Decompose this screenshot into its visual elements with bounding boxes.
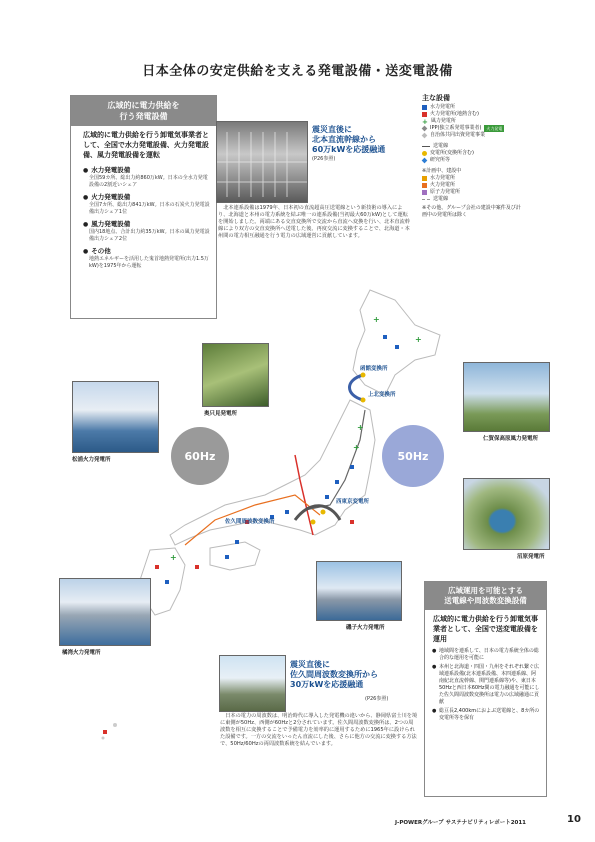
- tachibana-photo: [59, 578, 151, 646]
- planned-thermal-icon: [422, 183, 427, 188]
- svg-text:+: +: [373, 315, 380, 324]
- top-callout-title: 震災直後に 北本直流幹線から 60万kWを応援融通: [312, 125, 386, 154]
- hz-50-label: 50Hz: [397, 449, 429, 463]
- legend-item: + 風力発電所: [422, 117, 456, 126]
- top-callout-body: 北本連系設備は1979年、日本初の直流超高圧送電線という新技術の導入により、北海道と本州の電力系統を結ぶ唯一の連系設備(当初最大60万kW)として運転を開始しました。両端にある交直変換所で交流から直流へ変換を行い、北本直流幹線により双方の交直変換所へ送電した後、再度交流に変換することで、北海道・本州間の電力相互融通を行う電力の広域運営に貢献しています。: [218, 205, 410, 239]
- bottom-callout-body: 日本の電力の周波数は、明治時代に導入した発電機の違いから、静岡県富士川を境に東側が50Hz、西側が60Hzと2分されています。佐久間周波数変換所は、2つの周波数を相互に変換することで予備電力を効率的に運用するために1965年に設けられた設備です。一方の交流をいったん直流にした後、さらに他方の交流に変換する方法で、50Hz/60Hzの両周波数系統を結んでいます。: [220, 713, 418, 747]
- box-bullet: ● 地域間を連系して、日本の電力系統全体の総合的な運用を可能に: [425, 646, 546, 662]
- legend-item: 水力発電所: [422, 175, 532, 182]
- section-title-thermal: ● 火力発電設備: [71, 189, 216, 201]
- section-desc-wind: 国内18地点、合計出力約35万kW。日本の風力発電設備出力シェア2位: [89, 229, 210, 242]
- section-desc-thermal: 全国7カ所、総出力841万kW。日本の石炭火力発電設備出力シェア1位: [89, 202, 210, 215]
- converter-hall-illustration: [217, 122, 307, 202]
- hokkaido-shape: [353, 290, 440, 395]
- legend-item: 自治体共同出資発電事業: [422, 132, 532, 139]
- box-header: 広域運用を可能とする 送電線や周波数変換設備: [425, 582, 546, 610]
- bottom-callout-title: 震災直後に 佐久間周波数変換所から 30万kWを応援融通: [290, 660, 378, 689]
- sakuma-converter-photo: [219, 655, 286, 712]
- svg-text:+: +: [415, 335, 422, 344]
- legend-planned-title: ※計画中、建設中: [422, 168, 462, 174]
- svg-text:+: +: [170, 553, 177, 562]
- bottom-callout-ref: (P26参照): [365, 696, 389, 702]
- bottom-callout-title-box: [290, 660, 415, 690]
- legend-item: 水力発電所: [422, 104, 532, 111]
- okutadami-photo: [202, 343, 269, 407]
- kamikita-converter-label: 上北変換所: [368, 392, 396, 398]
- svg-text:+: +: [357, 423, 364, 432]
- top-callout-title-box: [312, 125, 407, 162]
- legend-item: 火力発電所(地熱含む): [422, 111, 532, 118]
- nishitokyo-substation-label: 西東京変電所: [336, 499, 370, 505]
- shikoku-shape: [210, 542, 260, 570]
- numappara-caption: 沼原発電所: [517, 554, 545, 560]
- legend-item: 研究所等: [422, 157, 532, 164]
- page-number: 10: [567, 814, 581, 825]
- hydro-square-icon: [422, 105, 427, 110]
- joint-diamond-icon: [422, 133, 428, 139]
- planned-line-icon: [422, 199, 430, 200]
- footer-text: J-POWERグループ サステナビリティレポート2011: [395, 820, 526, 826]
- kitahon-converter-photo: [216, 121, 308, 203]
- matsuura-photo: [72, 381, 159, 453]
- box-header: 広域的に電力供給を 行う発電設備: [71, 96, 216, 126]
- svg-text:+: +: [353, 443, 360, 452]
- legend-item: 原子力発電所: [422, 189, 532, 196]
- wind-plus-icon: +: [422, 117, 428, 126]
- legend-item: 送電線: [422, 196, 532, 203]
- okutadami-caption: 奥只見発電所: [204, 411, 238, 417]
- sakuma-converter-label: 佐久間周波数変換所: [225, 519, 275, 525]
- legend-item: 変電所(変換所含む): [422, 150, 532, 157]
- section-title-hydro: ● 水力発電設備: [71, 162, 216, 174]
- page-title: 日本全体の安定供給を支える発電設備・送変電設備: [142, 64, 453, 79]
- box-bullet: ● 本州と北海道・四国・九州をそれぞれ繋ぐ広域連系設備(北本連系設備、本四連系線、阿南紀北直流幹線、関門連系線等)や、東日本50Hzと西日本60Hz間の電力融通を可能にした佐久間周波数変換所は電力の広域融通に貢献: [425, 662, 546, 706]
- box-lead: 広域的に電力供給を行う卸電気事業者として、全国で水力発電設備、火力発電設備、風力発電設備を運転: [83, 131, 209, 159]
- transmission-line-icon: [422, 146, 430, 147]
- tachibana-caption: 橘湾火力発電所: [62, 650, 101, 656]
- section-title-other: ● その他: [71, 243, 216, 255]
- hz-60-circle: [171, 427, 229, 485]
- matsuura-caption: 松浦火力発電所: [72, 457, 111, 463]
- isogo-photo: [316, 561, 402, 621]
- legend-title: 主な設備: [422, 94, 450, 102]
- section-desc-other: 地熱エネルギーを活用した鬼首地熱発電所(出力1.5万kW)を1975年から運転: [89, 256, 209, 269]
- hz-50-circle: [382, 425, 444, 487]
- box-bullet: ● 総亘長2,400kmにおよぶ送電線と、8カ所の変電所等を保有: [425, 706, 546, 722]
- numappara-photo: [463, 478, 550, 550]
- thermal-square-icon: [422, 112, 427, 117]
- ipp-diamond-icon: [422, 126, 428, 132]
- research-diamond-icon: [422, 158, 428, 164]
- top-callout-ref: (P26参照): [312, 156, 336, 162]
- section-title-wind: ● 風力発電設備: [71, 216, 216, 228]
- legend-footnote: ※その他、グループ会社の建設中案件及び計画中の発電所は除く: [422, 205, 521, 218]
- isogo-caption: 磯子火力発電所: [346, 625, 385, 631]
- planned-hydro-icon: [422, 176, 427, 181]
- legend-item: IPP(独立系発電事業者) 火力発電: [422, 125, 532, 132]
- substation-dot-icon: [422, 151, 427, 156]
- ipp-tag: 火力発電: [486, 126, 503, 131]
- map-legend: [422, 95, 532, 219]
- nikaho-caption: 仁賀保高原風力発電所: [483, 436, 539, 442]
- box-lead: 広域的に電力供給を行う卸電気事業者として、全国で送変電設備を運用: [433, 615, 538, 643]
- okinawa-dot: [113, 723, 117, 727]
- hz-60-label: 60Hz: [184, 449, 216, 463]
- legend-item: 送電線: [422, 143, 532, 150]
- nikaho-photo: [463, 362, 550, 432]
- transmission-facilities-box: [424, 581, 547, 797]
- section-desc-hydro: 全国59カ所、総出力約860万kW。日本の全水力発電設備の2割近いシェア: [89, 175, 208, 188]
- legend-item: 火力発電所: [422, 182, 532, 189]
- planned-nuclear-icon: [422, 190, 427, 195]
- hakodate-converter-label: 函館変換所: [360, 366, 388, 372]
